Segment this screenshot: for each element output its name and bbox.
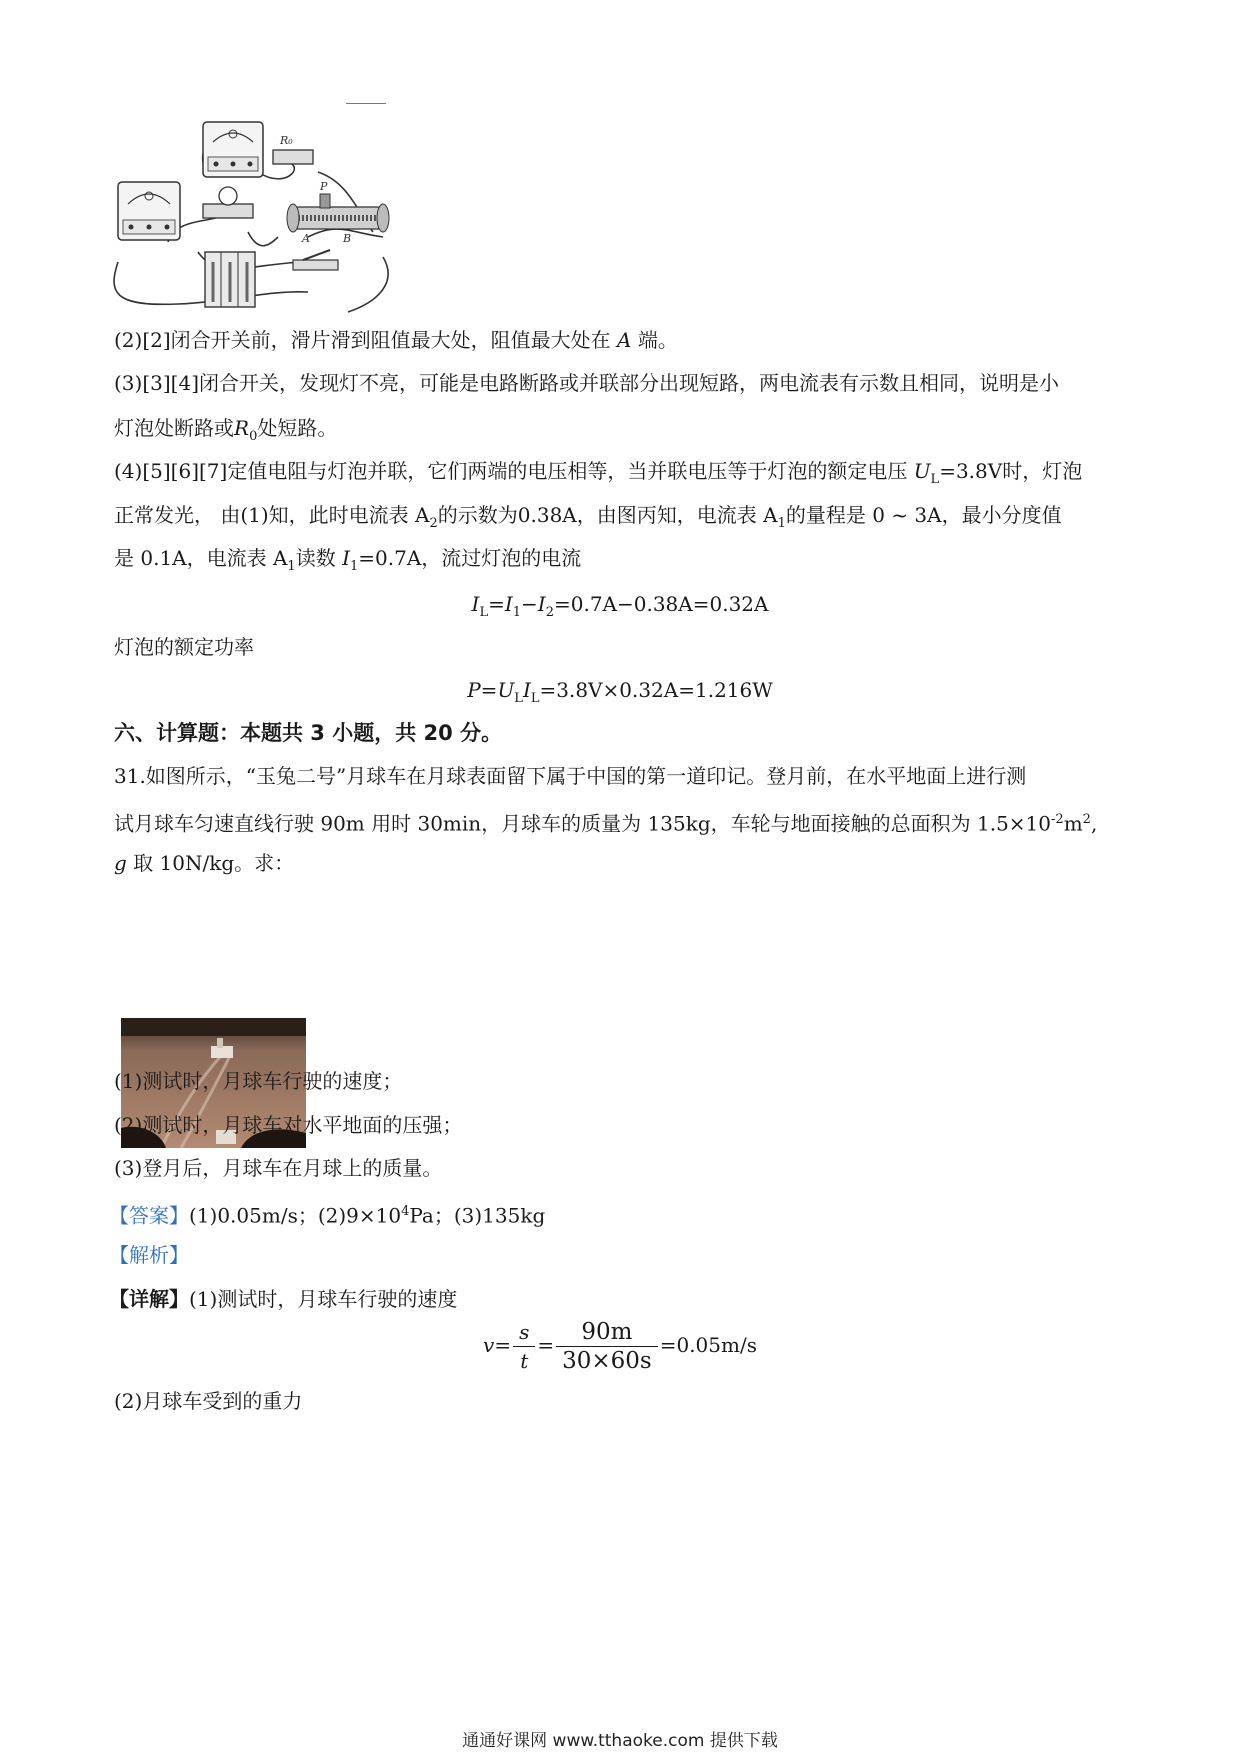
ammeter-a2-icon — [203, 122, 263, 177]
solution-part-3-line-2: 灯泡处断路或$R_0$处短路。 — [114, 416, 338, 444]
light-bulb-icon — [203, 187, 253, 218]
solution-part-4-line-3: 是 0.1A，电流表 $A_1$读数 $I_1=0.7A$，流过灯泡的电流 — [114, 546, 582, 574]
power-label: 灯泡的额定功率 — [114, 635, 254, 659]
solution-part-2: (2)[2]闭合开关前，滑片滑到阻值最大处，阻值最大处在 A 端。 — [114, 328, 678, 352]
equation-lamp-current: $I_L=I_1-I_2=0.7A-0.38A=0.32A$ — [471, 592, 769, 620]
detail-line: 【详解】(1)测试时，月球车行驶的速度 — [109, 1287, 458, 1311]
divider-line — [346, 103, 386, 104]
answer-label: 【答案】 — [109, 1203, 189, 1228]
resistor-r0-icon — [273, 134, 313, 164]
question-31-line-3: g 取 10N/kg。求： — [114, 851, 295, 875]
switch-icon — [293, 250, 338, 270]
ammeter-a1-icon — [118, 182, 180, 240]
section-heading: 六、计算题：本题共 3 小题，共 20 分。 — [114, 721, 503, 745]
circuit-diagram-figure — [108, 112, 438, 347]
question-31-line-1: 31.如图所示，“玉兔二号”月球车在月球表面留下属于中国的第一道印记。登月前，在水平地面上进行测 — [114, 764, 1027, 788]
svg-text:R₀: R₀ — [280, 134, 293, 147]
solution-part-3-line-1: (3)[3][4]闭合开关，发现灯不亮，可能是电路断路或并联部分出现短路，两电流表有示数且相同，说明是小 — [114, 371, 1059, 395]
svg-text:P: P — [320, 180, 328, 193]
analysis-label: 【解析】 — [109, 1243, 189, 1267]
question-31-sub-3: (3)登月后，月球车在月球上的质量。 — [114, 1156, 443, 1180]
fraction-numeric: $\frac{90m}{30\times 60s}$ — [556, 1318, 658, 1375]
solution-part-4-line-1: (4)[5][6][7]定值电阻与灯泡并联，它们两端的电压相等，当并联电压等于灯泡的额定电压 $U_L=3.8V$时，灯泡 — [114, 459, 1083, 487]
equation-rated-power: $P=U_LI_L=3.8V\times 0.32A=1.216W$ — [467, 678, 773, 706]
footer-watermark: 通通好课网 www.tthaoke.com 提供下载 — [462, 1731, 778, 1751]
battery-icon — [205, 252, 255, 307]
answer-line: 【答案】(1)0.05m/s；$(2)9\times 10^4Pa$；(3)135kg — [109, 1203, 546, 1228]
question-31-sub-1: (1)测试时，月球车行驶的速度； — [114, 1069, 403, 1093]
detail-part-2: (2)月球车受到的重力 — [114, 1389, 303, 1413]
svg-text:B: B — [343, 232, 352, 245]
question-31-line-2: 试月球车匀速直线行驶 90m 用时 30min，月球车的质量为 135kg，车轮与地面接触的总面积为 $1.5\times 10^{-2}m^2$, — [114, 811, 1098, 836]
equation-velocity: v= $\frac{s}{t}$ = $\frac{90m}{30\times 60s}$ =0.05m/s — [483, 1319, 757, 1374]
fraction-s-over-t: $\frac{s}{t}$ — [513, 1318, 535, 1375]
question-31-sub-2: (2)测试时，月球车对水平地面的压强； — [114, 1113, 463, 1137]
solution-part-4-line-2: 正常发光， 由(1)知，此时电流表 $A_2$的示数为0.38A，由图丙知，电流表 $A_1$的量程是 0 ~ 3A，最小分度值 — [114, 503, 1062, 531]
detail-label: 【详解】 — [109, 1287, 189, 1311]
svg-text:A: A — [302, 232, 310, 245]
